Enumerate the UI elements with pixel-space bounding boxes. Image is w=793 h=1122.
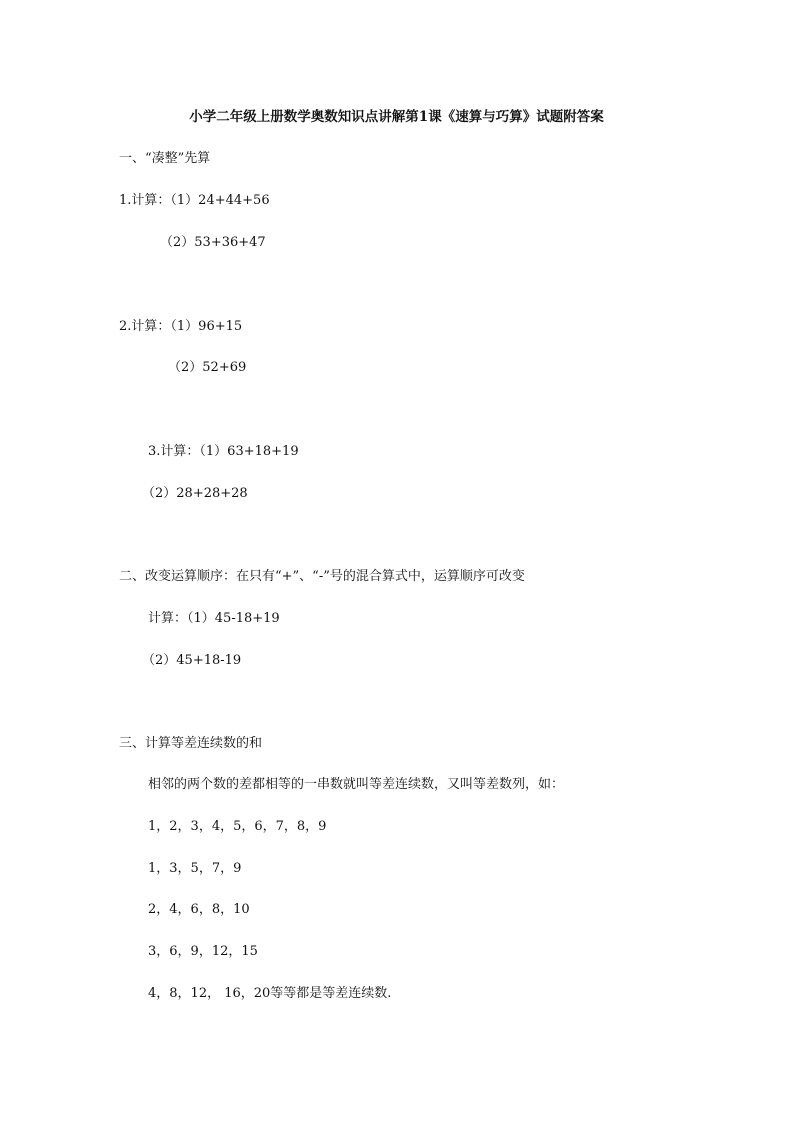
- sequence-example: 3，6，9，12，15: [148, 944, 258, 959]
- sequence-example: 2，4，6，8，10: [148, 902, 250, 917]
- section1-heading: 一、“凑整”先算: [119, 151, 211, 166]
- problem3-line1: 3.计算：（1）63+18+19: [148, 444, 299, 459]
- sequence-example: 4，8，12， 16，20等等都是等差连续数.: [148, 986, 392, 1001]
- section3-heading: 三、计算等差连续数的和: [119, 736, 263, 751]
- problem1-line1: 1.计算：（1）24+44+56: [119, 193, 270, 208]
- problem1-line2: （2）53+36+47: [160, 235, 266, 250]
- section2-heading: 二、改变运算顺序：在只有“+”、“-”号的混合算式中，运算顺序可改变: [119, 569, 525, 584]
- problem2-line2: （2）52+69: [168, 360, 247, 375]
- problem3-line2: （2）28+28+28: [142, 486, 248, 501]
- document-title: 小学二年级上册数学奥数知识点讲解第1课《速算与巧算》试题附答案: [189, 109, 604, 125]
- sequence-example: 1，2，3，4，5，6，7，8，9: [148, 819, 327, 834]
- sequence-example: 1，3，5，7，9: [148, 861, 242, 876]
- section3-intro: 相邻的两个数的差都相等的一串数就叫等差连续数，又叫等差数列，如：: [148, 777, 565, 792]
- section2-problem-line1: 计算：（1）45-18+19: [148, 611, 280, 626]
- section2-problem-line2: （2）45+18-19: [142, 653, 242, 668]
- problem2-line1: 2.计算：（1）96+15: [119, 319, 243, 334]
